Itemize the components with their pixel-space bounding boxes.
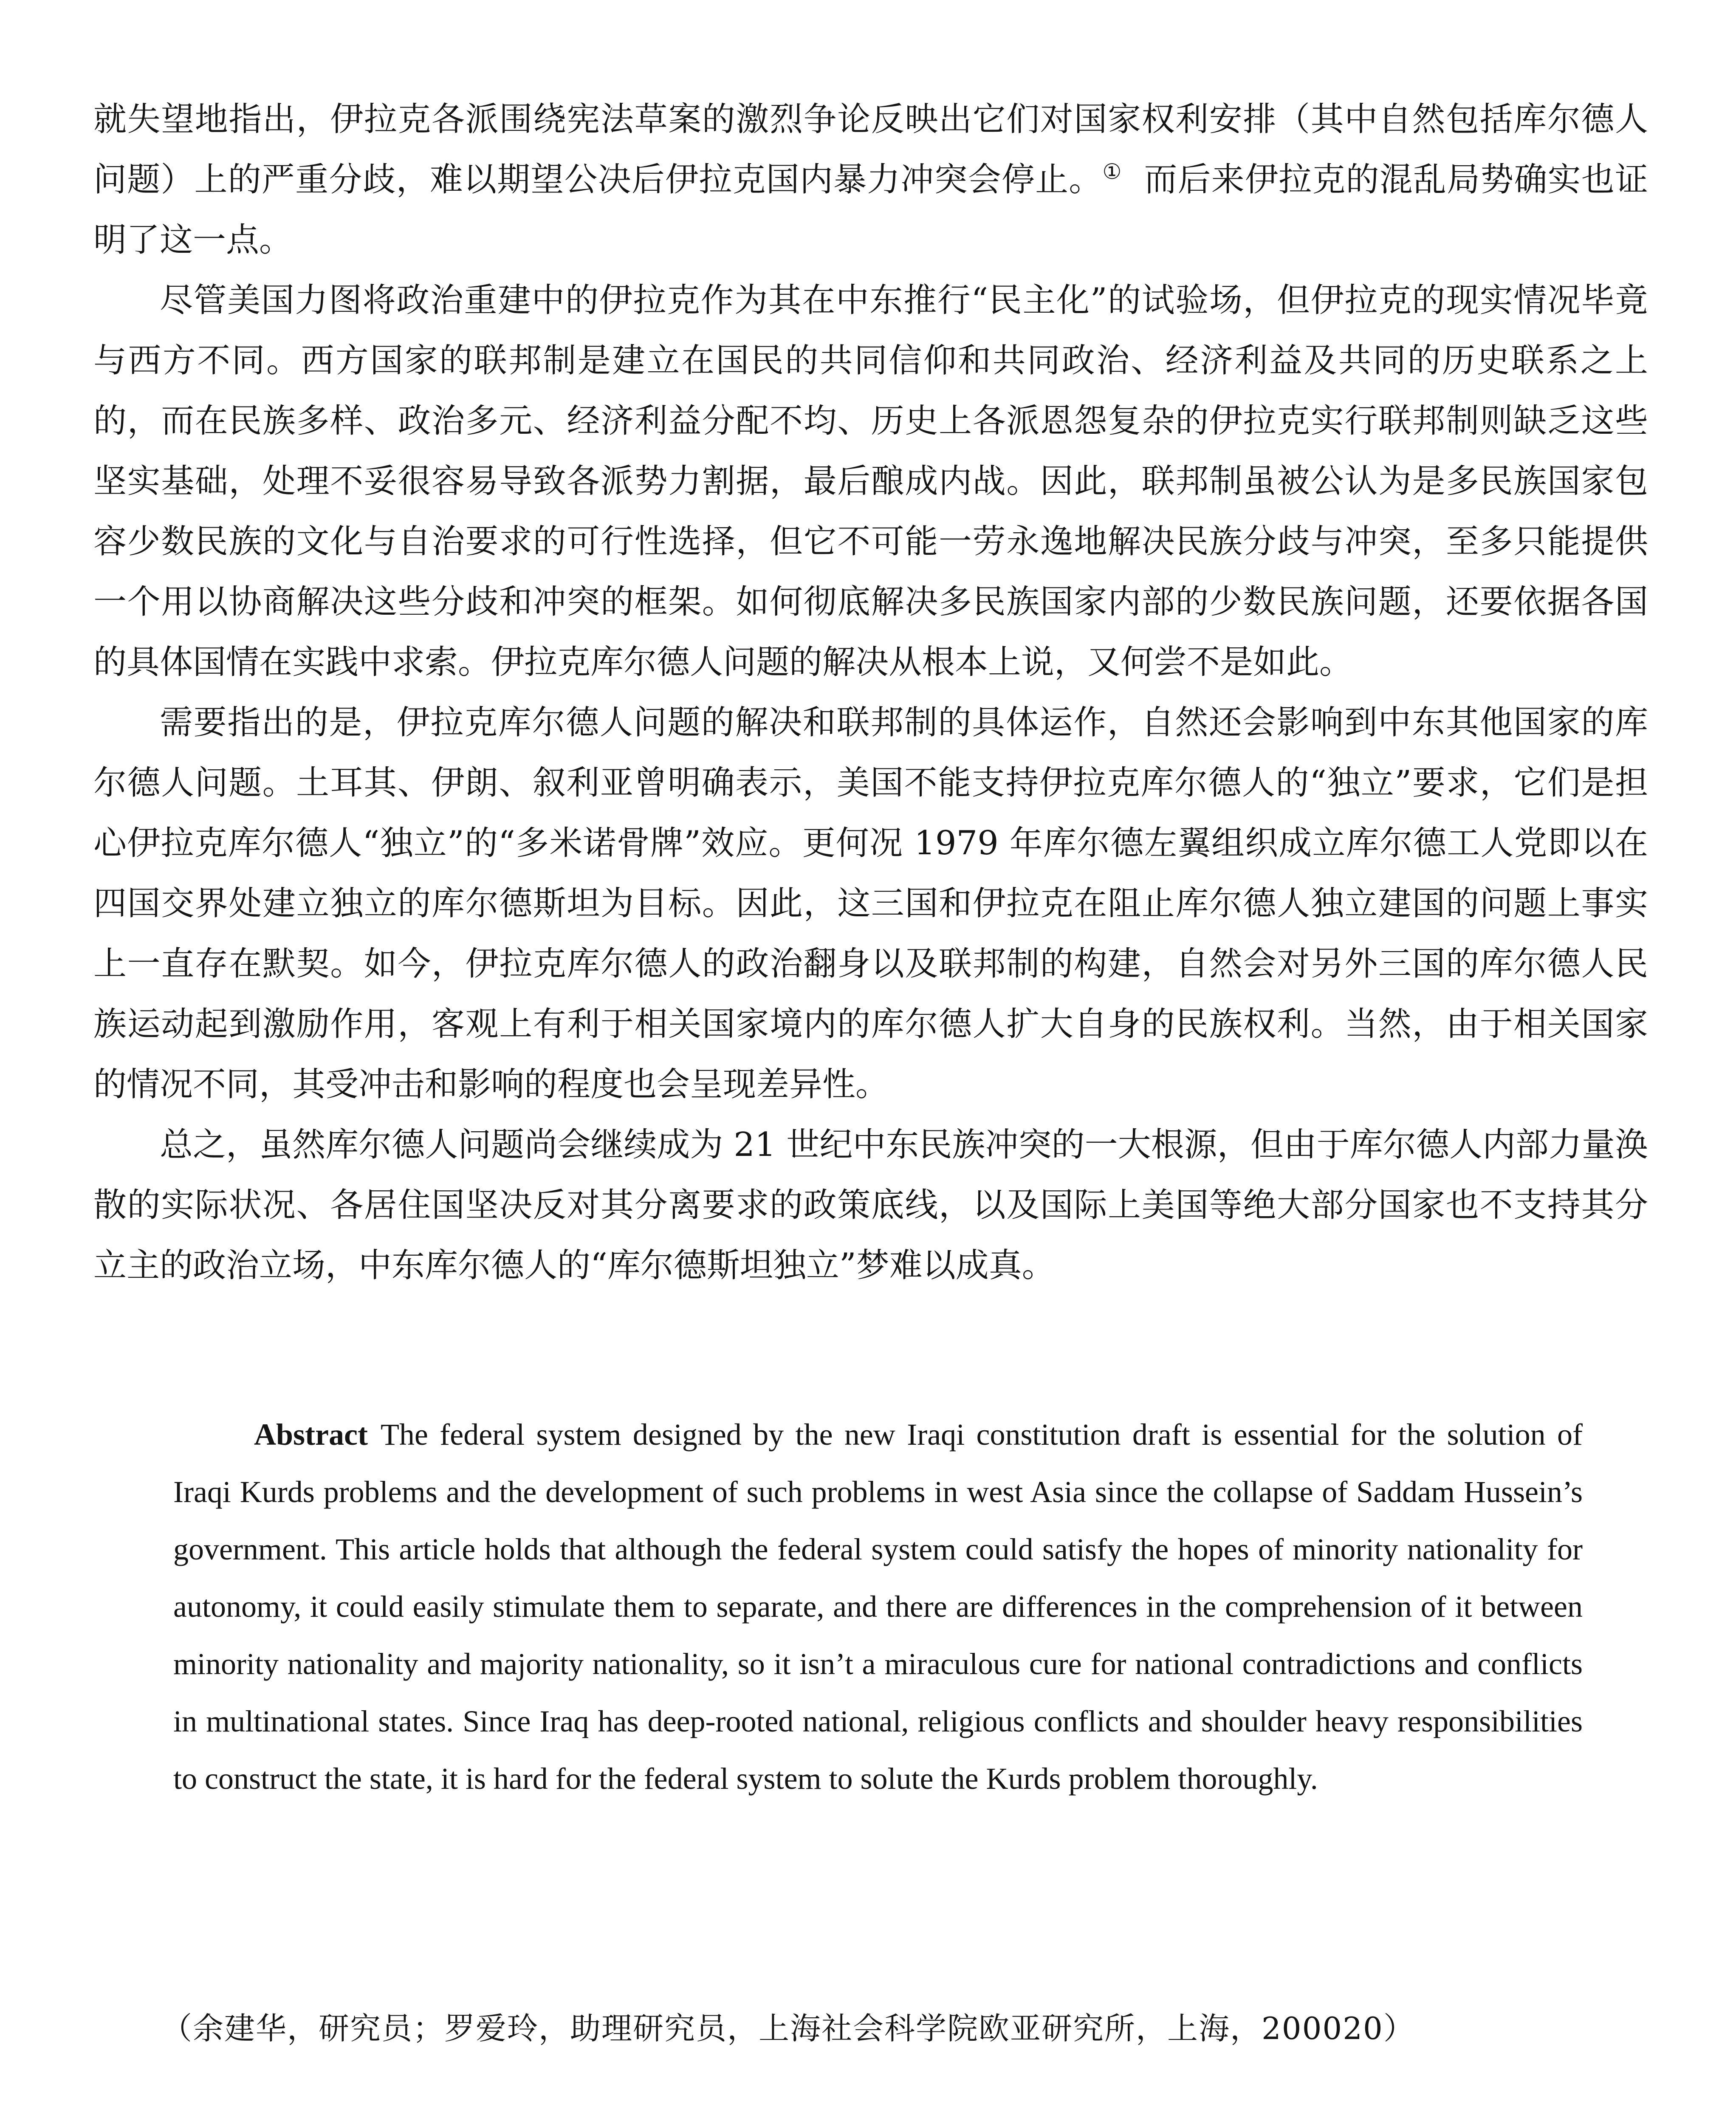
body-text	[93, 89, 1648, 1296]
paragraph-text: 而后来伊拉克的混乱局势确实也证明了这一点。	[93, 161, 1648, 259]
paragraph: 需要指出的是，伊拉克库尔德人问题的解决和联邦制的具体运作，自然还会影响到中东其他国家的库尔德人问题。土耳其、伊朗、叙利亚曾明确表示，美国不能支持伊拉克库尔德人的“独立”要求，它们是担心伊拉克库尔德人“独立”的“多米诺骨牌”效应。更何况 1979 年库尔德左翼组织成立库尔德工人党即以在四国交界处建立独立的库尔德斯坦为目标。因此，这三国和伊拉克在阻止库尔德人独立建国的问题上事实上一直存在默契。如今，伊拉克库尔德人的政治翻身以及联邦制的构建，自然会对另外三国的库尔德人民族运动起到激励作用，客观上有利于相关国家境内的库尔德人扩大自身的民族权利。当然，由于相关国家的情况不同，其受冲击和影响的程度也会呈现差异性。	[93, 703, 1648, 1104]
abstract-text: The federal system designed by the new Iraqi constitution draft is essential for the solution of Iraqi Kurds problems and the development of such problems in west Asia since the collapse of Saddam Hussein’s government. This article holds that although the federal system could satisfy the hopes of minority nationality for autonomy, it could easily stimulate them to separate, and there are differences in the comprehension of it between minority nationality and majority nationality, so it isn’t a miraculous cure for national contradictions and conflicts in multinational states. Since Iraq has deep-rooted national, religious conflicts and shoulder heavy responsibilities to construct the state, it is hard for the federal system to solute the Kurds problem thoroughly.	[173, 1418, 1583, 1796]
abstract	[173, 1406, 1583, 1808]
abstract-label: Abstract	[254, 1418, 368, 1452]
paragraph-text: 就失望地指出，伊拉克各派围绕宪法草案的激烈争论反映出它们对国家权利安排（其中自然包括库尔德人问题）上的严重分歧，难以期望公决后伊拉克国内暴力冲突会停止。	[93, 100, 1648, 199]
author-info: （余建华，研究员；罗爱玲，助理研究员，上海社会科学院欧亚研究所，上海，200020）	[161, 2011, 1415, 2046]
paragraph: 尽管美国力图将政治重建中的伊拉克作为其在中东推行“民主化”的试验场，但伊拉克的现实情况毕竟与西方不同。西方国家的联邦制是建立在国民的共同信仰和共同政治、经济利益及共同的历史联系之上的，而在民族多样、政治多元、经济利益分配不均、历史上各派恩怨复杂的伊拉克实行联邦制则缺乏这些坚实基础，处理不妥很容易导致各派势力割据，最后酿成内战。因此，联邦制虽被公认为是多民族国家包容少数民族的文化与自治要求的可行性选择，但它不可能一劳永逸地解决民族分歧与冲突，至多只能提供一个用以协商解决这些分歧和冲突的框架。如何彻底解决多民族国家内部的少数民族问题，还要依据各国的具体国情在实践中求索。伊拉克库尔德人问题的解决从根本上说，又何尝不是如此。	[93, 281, 1648, 681]
paragraph	[93, 89, 1648, 270]
paragraph: 总之，虽然库尔德人问题尚会继续成为 21 世纪中东民族冲突的一大根源，但由于库尔德人内部力量涣散的实际状况、各居住国坚决反对其分离要求的政策底线，以及国际上美国等绝大部分国家也不支持其分立主的政治立场，中东库尔德人的“库尔德斯坦独立”梦难以成真。	[93, 1126, 1648, 1285]
footnote-reference[interactable]: ①	[1102, 159, 1122, 184]
